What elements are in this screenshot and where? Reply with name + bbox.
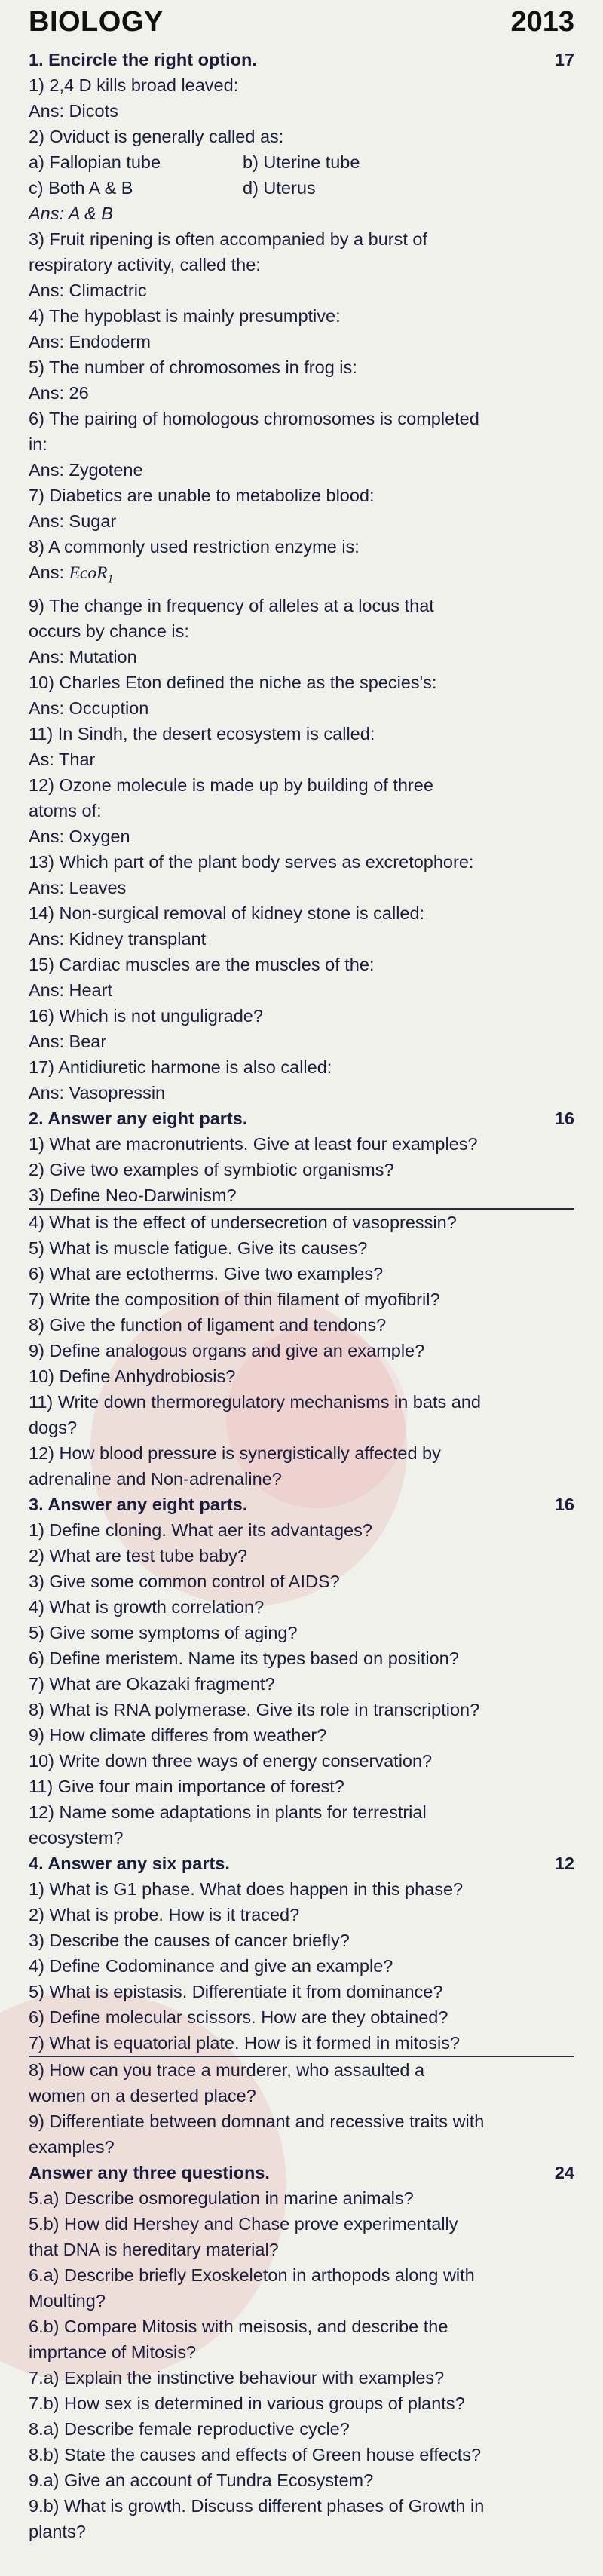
answer-line: Ans: Kidney transplant <box>29 928 207 949</box>
question-line: 7) What are Okazaki fragment? <box>29 1673 275 1694</box>
question-line: 7.b) How sex is determined in various groups of plants? <box>29 2393 465 2413</box>
question-line: 15) Cardiac muscles are the muscles of the: <box>29 954 375 974</box>
section-heading-text: Answer any three questions. <box>29 2162 270 2182</box>
section-heading <box>29 1851 574 1876</box>
question-line: 3) Fruit ripening is often accompanied by a burst of <box>29 229 428 249</box>
question-line: 2) What is probe. How is it traced? <box>29 1904 300 1924</box>
question-line: 7) Diabetics are unable to metabolize blood: <box>29 486 375 505</box>
question-line: 4) What is the effect of undersecretion of vasopressin? <box>29 1212 457 1232</box>
question-line: 5) The number of chromosomes in frog is: <box>29 357 357 377</box>
question-line: 3) Define Neo-Darwinism? <box>29 1182 574 1210</box>
question-line: occurs by chance is: <box>29 621 189 641</box>
question-line: 3) Describe the causes of cancer briefly? <box>29 1930 350 1950</box>
section-marks: 12 <box>554 1853 574 1873</box>
question-line: 13) Which part of the plant body serves as excretophore: <box>29 851 474 872</box>
question-line: 7) What is equatorial plate. How is it formed in mitosis? <box>29 2030 574 2057</box>
answer-line: Ans: Bear <box>29 1031 107 1051</box>
section-heading <box>29 1106 574 1131</box>
question-line: that DNA is hereditary material? <box>29 2239 279 2259</box>
question-line: in: <box>29 434 47 454</box>
section-heading <box>29 47 574 72</box>
answer-line: Ans: Vasopressin <box>29 1082 166 1102</box>
answer-line: Ans: Sugar <box>29 511 117 531</box>
section-heading <box>29 1492 574 1517</box>
question-list <box>29 47 574 2544</box>
paper-header <box>29 6 574 44</box>
question-line: 3) Give some common control of AIDS? <box>29 1571 340 1591</box>
question-line: 11) In Sindh, the desert ecosystem is called: <box>29 723 375 744</box>
answer-line: Ans: Mutation <box>29 646 137 667</box>
question-line: respiratory activity, called the: <box>29 255 261 274</box>
question-line: 5.b) How did Hershey and Chase prove experimentally <box>29 2213 458 2234</box>
question-line: 12) Ozone molecule is made up by building of three <box>29 774 433 795</box>
question-line: 9.a) Give an account of Tundra Ecosystem? <box>29 2470 374 2490</box>
answer-line: Ans: Climactric <box>29 281 147 300</box>
question-line: 1) What is G1 phase. What does happen in this phase? <box>29 1878 464 1899</box>
answer-line: Ans: A & B <box>29 204 113 223</box>
section-heading-text: 4. Answer any six parts. <box>29 1853 230 1873</box>
question-line: 11) Write down thermoregulatory mechanisms in bats and <box>29 1391 481 1412</box>
answer-line <box>29 560 574 593</box>
question-line: 8) How can you trace a murderer, who assaulted a <box>29 2059 425 2080</box>
question-line: 8.a) Describe female reproductive cycle? <box>29 2418 350 2439</box>
answer-line: Ans: Heart <box>29 980 113 1000</box>
question-line: Moulting? <box>29 2290 106 2311</box>
question-line: 8) What is RNA polymerase. Give its role in transcription? <box>29 1699 480 1719</box>
answer-line: Ans: Zygotene <box>29 460 143 480</box>
section-marks: 16 <box>554 1108 574 1128</box>
question-line: 9) How climate differes from weather? <box>29 1725 327 1745</box>
question-line: 2) Oviduct is generally called as: <box>29 127 284 146</box>
question-line: 16) Which is not unguligrade? <box>29 1005 263 1026</box>
answer-line: Ans: Dicots <box>29 101 118 121</box>
question-line: 6.b) Compare Mitosis with meisosis, and describe the <box>29 2316 448 2336</box>
question-line: 5.a) Describe osmoregulation in marine animals? <box>29 2188 414 2208</box>
question-line: 9.b) What is growth. Discuss different phases of Growth in <box>29 2495 485 2516</box>
question-line: 12) How blood pressure is synergistically affected by <box>29 1443 441 1463</box>
answer-line: Ans: Occuption <box>29 698 149 718</box>
section-heading-text: 3. Answer any eight parts. <box>29 1494 248 1514</box>
question-line: 2) What are test tube baby? <box>29 1545 247 1566</box>
question-line: 1) Define cloning. What aer its advantages? <box>29 1520 372 1540</box>
question-line: ecosystem? <box>29 1827 124 1848</box>
question-line: 6.a) Describe briefly Exoskeleton in arthopods along with <box>29 2265 475 2285</box>
subject-title: BIOLOGY <box>29 6 164 38</box>
question-line: women on a deserted place? <box>29 2085 256 2105</box>
option-row <box>29 149 574 175</box>
section-marks: 16 <box>554 1494 574 1514</box>
question-line: 4) The hypoblast is mainly presumptive: <box>29 306 341 326</box>
question-line: 6) What are ectotherms. Give two examples? <box>29 1263 384 1283</box>
option-left: a) Fallopian tube <box>29 152 161 172</box>
question-line: 11) Give four main importance of forest? <box>29 1776 344 1796</box>
question-line: 7.a) Explain the instinctive behaviour with examples? <box>29 2367 445 2387</box>
question-line: 6) Define meristem. Name its types based on position? <box>29 1648 459 1668</box>
question-line: 1) What are macronutrients. Give at least four examples? <box>29 1133 478 1154</box>
question-line: 8) Give the function of ligament and tendons? <box>29 1314 387 1335</box>
question-line: 1) 2,4 D kills broad leaved: <box>29 75 239 95</box>
question-line: 2) Give two examples of symbiotic organisms? <box>29 1159 394 1179</box>
question-line: 14) Non-surgical removal of kidney stone is called: <box>29 903 425 923</box>
section-heading-text: 2. Answer any eight parts. <box>29 1108 248 1128</box>
question-line: 4) Define Codominance and give an example? <box>29 1955 393 1976</box>
question-line: 7) Write the composition of thin filament of myofibril? <box>29 1289 440 1309</box>
option-right: d) Uterus <box>243 178 316 198</box>
answer-line: Ans: Oxygen <box>29 826 130 846</box>
question-line: 8) A commonly used restriction enzyme is: <box>29 537 360 557</box>
exam-year: 2013 <box>510 6 574 38</box>
question-line: imprtance of Mitosis? <box>29 2341 197 2362</box>
question-line: 6) Define molecular scissors. How are they obtained? <box>29 2007 448 2027</box>
question-line: 6) The pairing of homologous chromosomes is completed <box>29 409 479 428</box>
section-marks: 17 <box>554 50 574 69</box>
answer-line: Ans: Endoderm <box>29 332 151 351</box>
enzyme-name: EcoR$_1$ <box>69 563 114 586</box>
answer-line: Ans: Leaves <box>29 877 127 897</box>
question-line: atoms of: <box>29 800 102 820</box>
option-row <box>29 175 574 201</box>
question-line: 10) Charles Eton defined the niche as the species's: <box>29 672 437 692</box>
question-line: 10) Define Anhydrobiosis? <box>29 1366 236 1386</box>
option-right: b) Uterine tube <box>243 152 360 172</box>
question-line: examples? <box>29 2136 115 2157</box>
question-line: 9) Define analogous organs and give an example? <box>29 1340 425 1360</box>
answer-line: Ans: 26 <box>29 383 89 403</box>
question-line: 5) What is muscle fatigue. Give its causes? <box>29 1237 368 1258</box>
section-marks: 24 <box>554 2162 574 2182</box>
question-line: plants? <box>29 2521 86 2541</box>
question-line: 9) Differentiate between domnant and recessive traits with <box>29 2111 485 2131</box>
question-line: 10) Write down three ways of energy conservation? <box>29 1750 433 1771</box>
section-heading <box>29 2160 574 2185</box>
question-line: 4) What is growth correlation? <box>29 1596 265 1617</box>
question-line: 5) Give some symptoms of aging? <box>29 1622 298 1642</box>
section-heading-text: 1. Encircle the right option. <box>29 50 257 69</box>
option-left: c) Both A & B <box>29 178 133 198</box>
question-line: 17) Antidiuretic harmone is also called: <box>29 1056 332 1077</box>
question-line: 9) The change in frequency of alleles at a locus that <box>29 595 434 615</box>
answer-prefix: Ans: <box>29 563 69 582</box>
question-line: 8.b) State the causes and effects of Green house effects? <box>29 2444 482 2464</box>
question-line: adrenaline and Non-adrenaline? <box>29 1468 282 1489</box>
question-line: 5) What is epistasis. Differentiate it from dominance? <box>29 1981 443 2001</box>
question-line: 12) Name some adaptations in plants for terrestrial <box>29 1802 427 1822</box>
answer-line: As: Thar <box>29 749 96 769</box>
question-line: dogs? <box>29 1417 78 1437</box>
